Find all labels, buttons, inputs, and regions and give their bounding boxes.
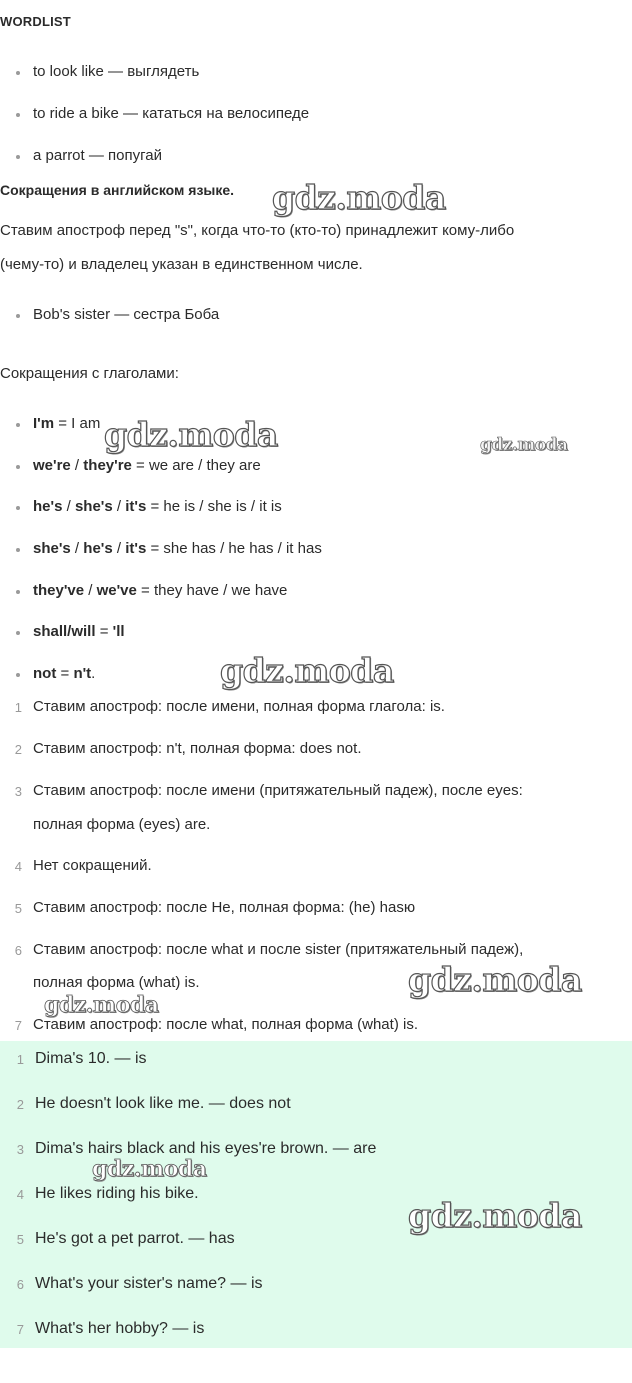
separator: / <box>112 540 126 557</box>
bullet-icon <box>16 423 20 427</box>
separator: / <box>70 540 84 557</box>
verb-contractions-title: Сокращения с глаголами: <box>0 365 179 382</box>
contraction-form: not <box>33 665 57 682</box>
contraction-form: she's <box>33 540 71 557</box>
bullet-icon <box>16 71 20 75</box>
answer-text: Dima's hairs black and his eyes're brown. — are <box>35 1140 377 1157</box>
contraction-form: 'll <box>112 623 125 640</box>
answer-text: He likes riding his bike. <box>35 1185 199 1202</box>
contraction-form: shall/will <box>33 623 96 640</box>
item-number: 2 <box>14 742 22 757</box>
watermark-logo: gdz.moda <box>92 1156 207 1182</box>
explanation-text: Нет сокращений. <box>33 857 152 874</box>
explanation-text-continued: полная форма (what) is. <box>33 974 200 991</box>
contraction-form: it's <box>125 540 147 557</box>
possessive-example-text: Bob's sister — сестра Боба <box>33 306 220 323</box>
contraction-form: we're <box>33 457 71 474</box>
contraction-meaning: = I am <box>54 415 101 432</box>
bullet-icon <box>16 590 20 594</box>
explanation-text: Ставим апостроф: после имени, полная форма глагола: is. <box>33 698 445 715</box>
item-number: 4 <box>16 1187 24 1202</box>
explanation-text: Ставим апостроф: после имени (притяжательный падеж), после eyes: <box>33 782 523 799</box>
item-number: 4 <box>14 859 22 874</box>
explanation-text: Ставим апостроф: после what, полная форма (what) is. <box>33 1016 418 1033</box>
bullet-icon <box>16 548 20 552</box>
contraction-form: they're <box>83 457 132 474</box>
watermark-logo: gdz.moda <box>272 178 446 217</box>
item-number: 5 <box>14 901 22 916</box>
item-number: 1 <box>14 700 22 715</box>
contraction-meaning: = he is / she is / it is <box>146 498 282 515</box>
contraction-meaning: = she has / he has / it has <box>146 540 322 557</box>
contraction-form: it's <box>125 498 147 515</box>
bullet-icon <box>16 113 20 117</box>
contraction-form: he's <box>33 498 63 515</box>
item-number: 5 <box>16 1232 24 1247</box>
apostrophe-rule-line-1: Ставим апостроф перед "s", когда что-то (кто-то) принадлежит кому-либо <box>0 222 515 239</box>
item-number: 3 <box>14 784 22 799</box>
bullet-icon <box>16 314 20 318</box>
watermark-logo: gdz.moda <box>408 1196 582 1235</box>
explanation-text: Ставим апостроф: после He, полная форма: (he) hasю <box>33 899 416 916</box>
item-number: 1 <box>16 1052 24 1067</box>
contraction-form: n't <box>73 665 92 682</box>
answer-text: Dima's 10. — is <box>35 1050 147 1067</box>
explanation-text: Ставим апостроф: n't, полная форма: does not. <box>33 740 362 757</box>
contraction-tail: . <box>91 665 96 682</box>
bullet-icon <box>16 506 20 510</box>
separator: / <box>84 582 97 599</box>
contraction-form: I'm <box>33 415 55 432</box>
answer-text: What's your sister's name? — is <box>35 1275 263 1292</box>
answer-text: What's her hobby? — is <box>35 1320 205 1337</box>
contraction-form: he's <box>83 540 113 557</box>
wordlist-item-text: to ride a bike — кататься на велосипеде <box>33 105 310 122</box>
item-number: 7 <box>16 1322 24 1337</box>
watermark-logo: gdz.moda <box>480 435 568 455</box>
item-number: 6 <box>14 943 22 958</box>
item-number: 6 <box>16 1277 24 1292</box>
explanation-text-continued: полная форма (eyes) are. <box>33 816 211 833</box>
contraction-meaning: = they have / we have <box>136 582 288 599</box>
wordlist-item-text: a parrot — попугай <box>33 147 162 164</box>
bullet-icon <box>16 155 20 159</box>
contraction-meaning: = we are / they are <box>131 457 261 474</box>
contractions-title: Сокращения в английском языке. <box>0 182 235 198</box>
wordlist-heading: WORDLIST <box>0 14 71 29</box>
contraction-form: we've <box>96 582 137 599</box>
separator: / <box>112 498 126 515</box>
watermark-logo: gdz.moda <box>220 651 394 690</box>
item-number: 2 <box>16 1097 24 1112</box>
bullet-icon <box>16 465 20 469</box>
answer-text: He's got a pet parrot. — has <box>35 1230 235 1247</box>
contraction-form: she's <box>74 498 113 515</box>
contraction-form: they've <box>33 582 85 599</box>
contraction-meaning: = <box>95 623 113 640</box>
watermark-logo: gdz.moda <box>408 960 582 999</box>
bullet-icon <box>16 673 20 677</box>
watermark-logo: gdz.moda <box>44 992 159 1018</box>
separator: / <box>70 457 84 474</box>
wordlist-item-text: to look like — выглядеть <box>33 63 200 80</box>
bullet-icon <box>16 631 20 635</box>
item-number: 7 <box>14 1018 22 1033</box>
apostrophe-rule-line-2: (чему-то) и владелец указан в единственном числе. <box>0 256 363 273</box>
answer-text: He doesn't look like me. — does not <box>35 1095 291 1112</box>
contraction-meaning: = <box>56 665 74 682</box>
explanation-text: Ставим апостроф: после what и после sister (притяжательный падеж), <box>33 941 524 958</box>
watermark-logo: gdz.moda <box>104 415 278 454</box>
item-number: 3 <box>16 1142 24 1157</box>
separator: / <box>62 498 75 515</box>
